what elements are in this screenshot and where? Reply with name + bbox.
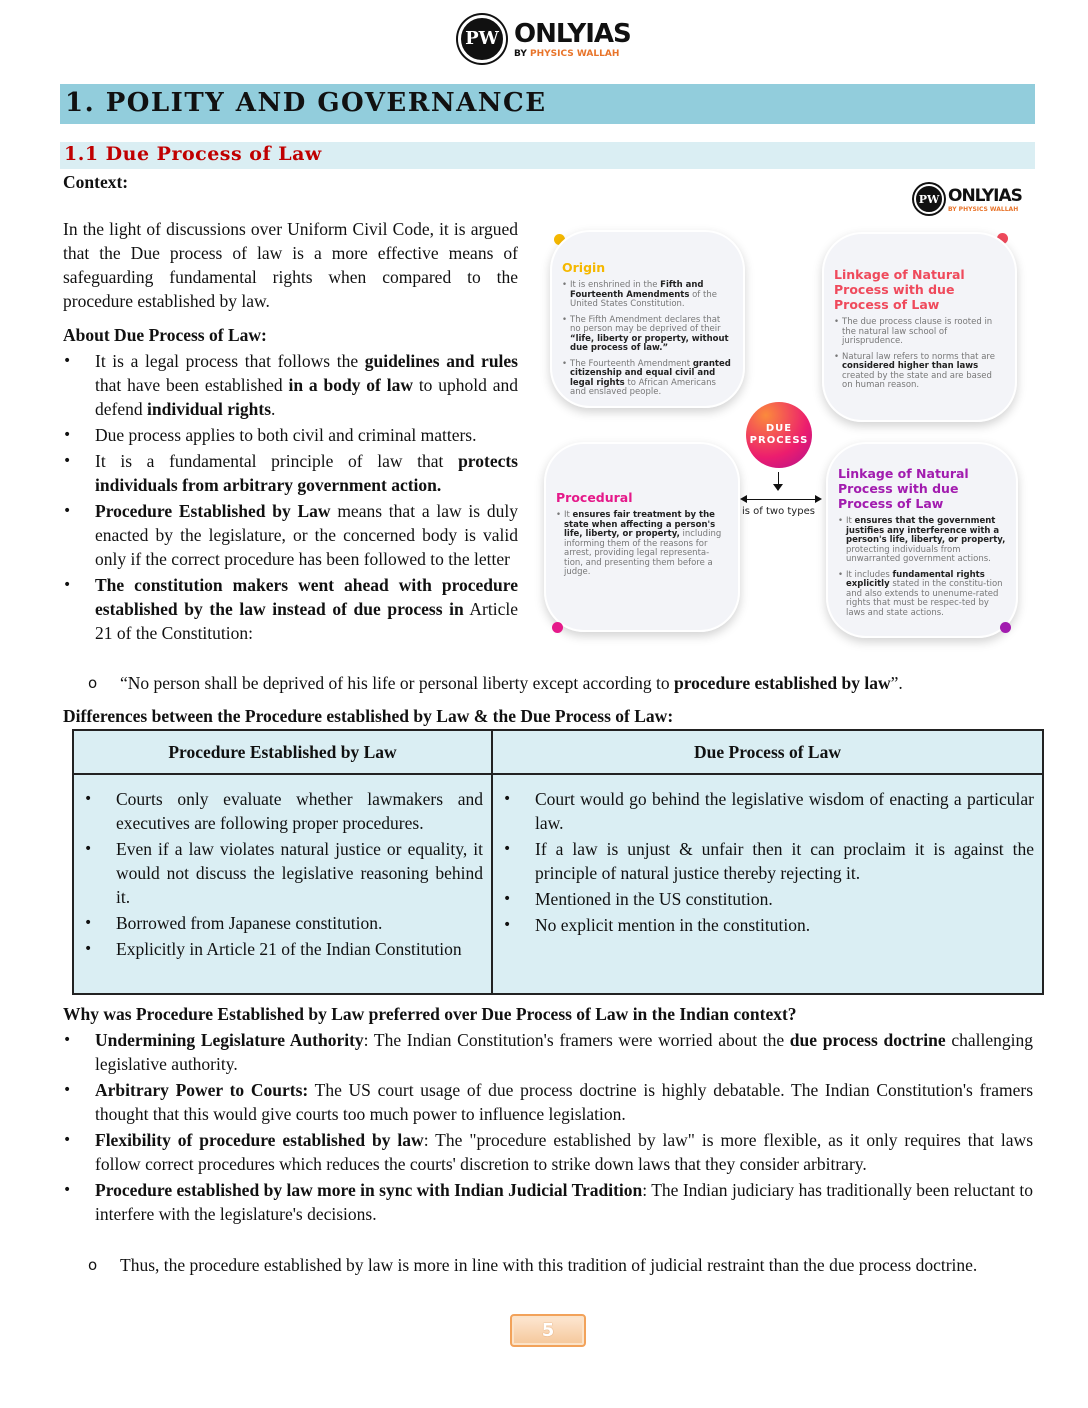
list-item: [88, 1253, 1033, 1277]
list-item: [834, 318, 1005, 347]
list-item: [838, 571, 1006, 619]
list-item: [834, 353, 1005, 391]
table-header: Due Process of Law: [492, 730, 1043, 774]
list-item: [88, 671, 1038, 695]
table-row: [73, 774, 1043, 994]
bold-text: fundamental rights explicitly: [846, 569, 985, 589]
list-item: [63, 1128, 1033, 1176]
list-item: • Court would go behind the legislative wisdom of enacting a particular law.: [503, 787, 1034, 835]
bold-text: The constitution makers went ahead with procedure established by the law instead of due process in: [95, 575, 518, 619]
card-title: Procedural: [556, 490, 633, 505]
differences-heading: Differences between the Procedure established by Law & the Due Process of Law:: [63, 706, 674, 726]
card-linkage-top: [822, 232, 1017, 422]
text-segment: means that a law is duly enacted by the legislature, or the concerned body is valid only if the correct procedure has been followed to the letter: [95, 501, 518, 569]
bold-text: “life, liberty or property, without due process of law.”: [570, 333, 729, 353]
text-segment: to uphold and defend: [95, 375, 518, 419]
list-item: [63, 1028, 1033, 1076]
text-segment: including informing them of the reasons for arrest, providing legal representa-tion, and presenting them before a judge.: [564, 529, 722, 577]
list-item: [838, 517, 1006, 565]
about-heading: About Due Process of Law:: [63, 325, 267, 345]
text-segment: stated in the constitu-tion and also extends to unenume-rated rights that must be respec-ted by laws and state actions.: [846, 579, 1003, 618]
text-segment: .: [271, 399, 276, 419]
text-segment: protecting individuals from unwarranted government actions.: [846, 544, 991, 564]
right-cell-list: [503, 787, 1034, 937]
bold-text: individual rights: [147, 399, 272, 419]
bold-text: procedure established by law: [673, 673, 891, 693]
card-title: Linkage of Natural Process with due Process of Law: [834, 267, 965, 312]
infographic-logo: [914, 184, 1022, 214]
pw-logo-icon: PW: [914, 184, 944, 214]
table-header: Procedure Established by Law: [73, 730, 492, 774]
arrow-horizontal-icon: [745, 499, 815, 500]
context-text: In the light of discussions over Uniform Civil Code, it is argued that the Due process of law is a more effective means of safeguarding fundamental rights when compared to the procedure established by law.: [63, 219, 518, 311]
list-item: [63, 349, 518, 421]
list-item: [562, 281, 733, 310]
why-sub-list: [88, 1253, 1033, 1279]
bold-text: Undermining Legislature Authority: [95, 1030, 364, 1050]
text-segment: Due process applies to both civil and criminal matters.: [95, 425, 477, 445]
about-sub-list: [88, 671, 1038, 697]
bold-text: Fifth and Fourteenth Amendments: [570, 280, 704, 300]
text-segment: It includes: [846, 569, 893, 580]
bold-text: Procedure Established by Law: [95, 501, 331, 521]
text-segment: The Fourteenth Amendment: [570, 358, 693, 369]
text-segment: The Fifth Amendment declares that no person may be deprived of their: [570, 314, 721, 334]
card-origin: [550, 230, 745, 408]
text-segment: created by the state and are based on human reason.: [842, 370, 992, 390]
list-item: [556, 511, 728, 578]
text-segment: that have been established: [95, 375, 289, 395]
bold-text: in a body of law: [288, 375, 413, 395]
text-segment: It: [564, 510, 573, 520]
card-title: Origin: [562, 260, 606, 275]
about-list: [63, 349, 518, 647]
text-segment: Natural law refers to norms that are: [842, 351, 995, 362]
list-item: • Even if a law violates natural justice or equality, it would not discuss the legislative reasoning behind it.: [84, 837, 483, 909]
text-segment: It is enshrined in the: [570, 280, 661, 290]
list-item: [63, 573, 518, 645]
card-bullets: [834, 318, 1005, 391]
text-segment: : The "procedure established by law" is more flexible, as it only requires that laws follow correct procedures which reduces the courts' discretion to strike down laws that they consider arbitrary.: [95, 1130, 1033, 1174]
page-number: 5: [510, 1314, 586, 1347]
text-segment: “No person shall be deprived of his life or personal liberty except according to: [120, 673, 674, 693]
text-segment: It is a legal process that follows the: [95, 351, 365, 371]
header-logo: [458, 15, 631, 63]
differences-table: [72, 729, 1044, 995]
text-segment: to African Americans and enslaved people.: [570, 377, 716, 397]
list-item: • Borrowed from Japanese constitution.: [84, 911, 483, 935]
brand-name: ONLYIAS: [514, 19, 631, 49]
section-title: 1.1 Due Process of Law: [60, 142, 1035, 169]
bold-text: Flexibility of procedure established by law: [95, 1130, 424, 1150]
card-linkage-bottom: [826, 442, 1018, 638]
text-segment: Thus, the procedure established by law is more in line with this tradition of judicial restraint than the due process doctrine.: [120, 1255, 978, 1275]
list-item: [562, 316, 733, 354]
brand-name: ONLYIAS: [948, 185, 1022, 206]
connector-label: is of two types: [742, 506, 815, 517]
card-procedural: [544, 442, 740, 632]
card-bullets: [562, 281, 733, 398]
bold-text: granted citizenship and equal civil and legal rights: [570, 358, 731, 388]
context-label: Context:: [63, 172, 129, 192]
list-item: [562, 360, 733, 398]
text-segment: The US court usage of due process doctrine is highly debatable. The Indian Constitution's framers thought that this would give courts too much power to influence legislation.: [95, 1080, 1033, 1124]
bold-text: Procedure established by law more in sync with Indian Judicial Tradition: [95, 1180, 643, 1200]
text-segment: It is a fundamental principle of law that: [95, 451, 459, 471]
list-item: [63, 1178, 1033, 1226]
why-heading: Why was Procedure Established by Law preferred over Due Process of Law in the Indian context?: [63, 1004, 797, 1024]
due-process-infographic: [540, 180, 1040, 650]
text-segment: : The Indian judiciary has traditionally been reluctant to interfere with the legislature's decisions.: [95, 1180, 1033, 1224]
list-item: • Courts only evaluate whether lawmakers and executives are following proper procedures.: [84, 787, 483, 835]
list-item: • No explicit mention in the constitution.: [503, 913, 1034, 937]
text-segment: Article 21 of the Constitution:: [95, 599, 518, 643]
list-item: [63, 449, 518, 497]
text-segment: It: [846, 516, 855, 526]
bold-text: ensures fair treatment by the state when affecting a person's life, liberty, or property,: [564, 510, 716, 539]
list-item: • Explicitly in Article 21 of the Indian Constitution: [84, 937, 483, 961]
text-segment: challenging legislative authority.: [95, 1030, 1033, 1074]
bold-text: ensures that the government justifies any interference with a person's life, liberty, or property,: [846, 516, 1006, 545]
list-item: • Mentioned in the US constitution.: [503, 887, 1034, 911]
bold-text: considered higher than laws: [842, 361, 979, 371]
card-title: Linkage of Natural Process with due Process of Law: [838, 466, 969, 511]
list-item: [63, 423, 518, 447]
card-bullets: [838, 517, 1006, 618]
left-cell-list: [84, 787, 483, 961]
bold-text: Arbitrary Power to Courts:: [95, 1080, 309, 1100]
brand-by: BY: [514, 49, 527, 59]
text-segment: The due process clause is rooted in the natural law school of jurisprudence.: [842, 317, 993, 346]
bold-text: due process doctrine: [789, 1030, 946, 1050]
chapter-title: 1. POLITY AND GOVERNANCE: [60, 84, 1035, 124]
text-segment: of the United States Constitution.: [570, 289, 717, 309]
pw-logo-icon: PW: [458, 15, 506, 63]
bold-text: protects individuals from arbitrary government action.: [95, 451, 518, 495]
brand-sub: PHYSICS WALLAH: [530, 49, 620, 59]
text-segment: : The Indian Constitution's framers were worried about the: [363, 1030, 790, 1050]
card-bullets: [556, 511, 728, 578]
why-list: [63, 1028, 1033, 1228]
due-process-circle: DUE PROCESS: [746, 402, 812, 468]
list-item: [63, 1078, 1033, 1126]
list-item: • If a law is unjust & unfair then it can proclaim it is against the principle of natural justice thereby rejecting it.: [503, 837, 1034, 885]
text-segment: ”.: [890, 673, 903, 693]
bold-text: guidelines and rules: [364, 351, 518, 371]
brand-sub: BY PHYSICS WALLAH: [948, 205, 1019, 213]
list-item: [63, 499, 518, 571]
